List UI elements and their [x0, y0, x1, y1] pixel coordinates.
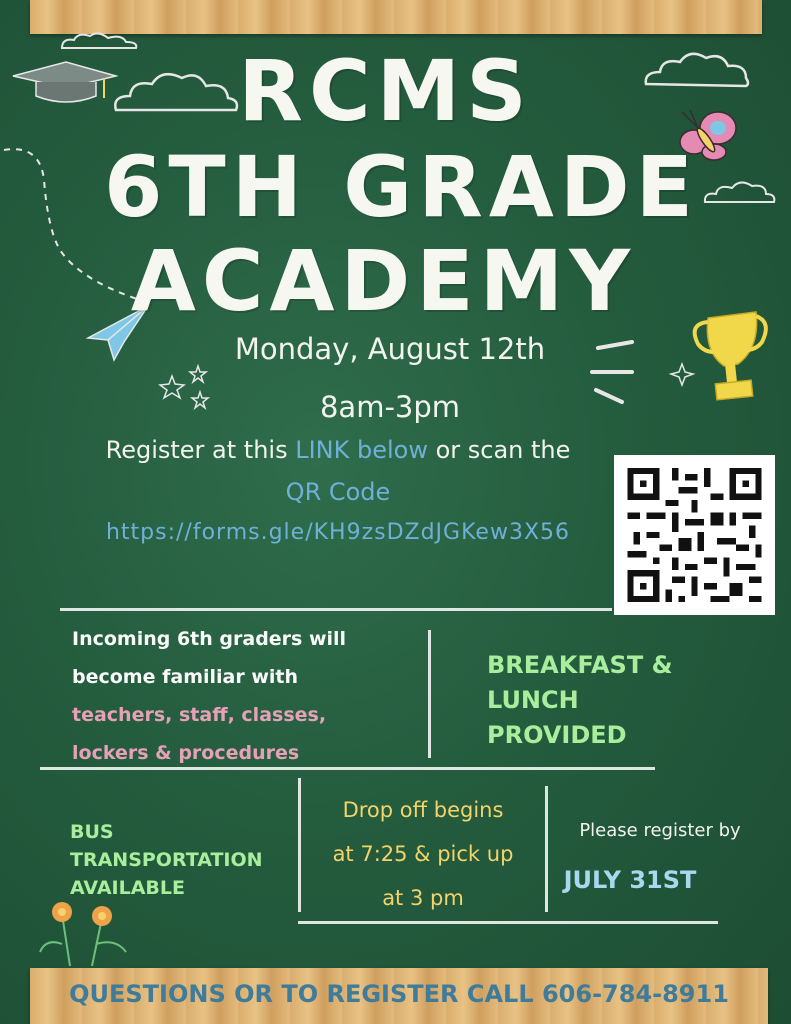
qr-code-label: QR Code: [285, 478, 391, 506]
dropoff-line: Drop off begins: [342, 798, 504, 822]
title-line-6th-grade: 6TH GRADE: [103, 138, 700, 236]
register-text-after: or scan the: [427, 436, 571, 464]
event-time: 8am-3pm: [319, 390, 461, 424]
intro-line: Incoming 6th graders will: [72, 628, 347, 650]
event-date: Monday, August 12th: [234, 332, 546, 366]
meals-provided: [487, 648, 727, 753]
bus-transportation: [70, 818, 290, 902]
chalk-dashes: [588, 336, 644, 408]
dropoff-pickup-times: [300, 788, 546, 920]
intro-line: become familiar with: [72, 666, 299, 688]
register-text-before: Register at this: [105, 436, 296, 464]
deadline-label: Please register by: [579, 820, 741, 841]
flowers-icon: [36, 894, 136, 968]
chalk-divider: [298, 921, 718, 924]
register-link-text: LINK below: [295, 436, 428, 464]
chalk-divider-vertical: [428, 630, 431, 758]
wood-frame-top: [30, 0, 762, 34]
register-instructions: [58, 436, 618, 464]
footer-contact: QUESTIONS OR TO REGISTER CALL 606-784-8911: [69, 980, 729, 1008]
intro-line: teachers, staff, classes,: [72, 704, 327, 726]
qr-code-icon[interactable]: [614, 455, 775, 615]
meals-line: BREAKFAST &: [487, 651, 673, 679]
dropoff-line: at 7:25 & pick up: [332, 842, 514, 866]
meals-line: PROVIDED: [487, 721, 627, 749]
deadline-date: JULY 31ST: [563, 866, 697, 894]
title-line-rcms: RCMS: [238, 42, 533, 140]
registration-url-link[interactable]: https://forms.gle/KH9zsDZdJGKew3X56: [105, 520, 571, 545]
bus-line: TRANSPORTATION: [70, 849, 263, 871]
dropoff-line: at 3 pm: [382, 886, 464, 910]
bus-line: BUS: [70, 821, 114, 843]
intro-text: [72, 620, 422, 772]
meals-line: LUNCH: [487, 686, 579, 714]
chalk-divider: [60, 608, 612, 611]
intro-line: lockers & procedures: [72, 742, 300, 764]
bus-line: AVAILABLE: [70, 877, 185, 899]
title-line-academy: ACADEMY: [130, 232, 637, 330]
